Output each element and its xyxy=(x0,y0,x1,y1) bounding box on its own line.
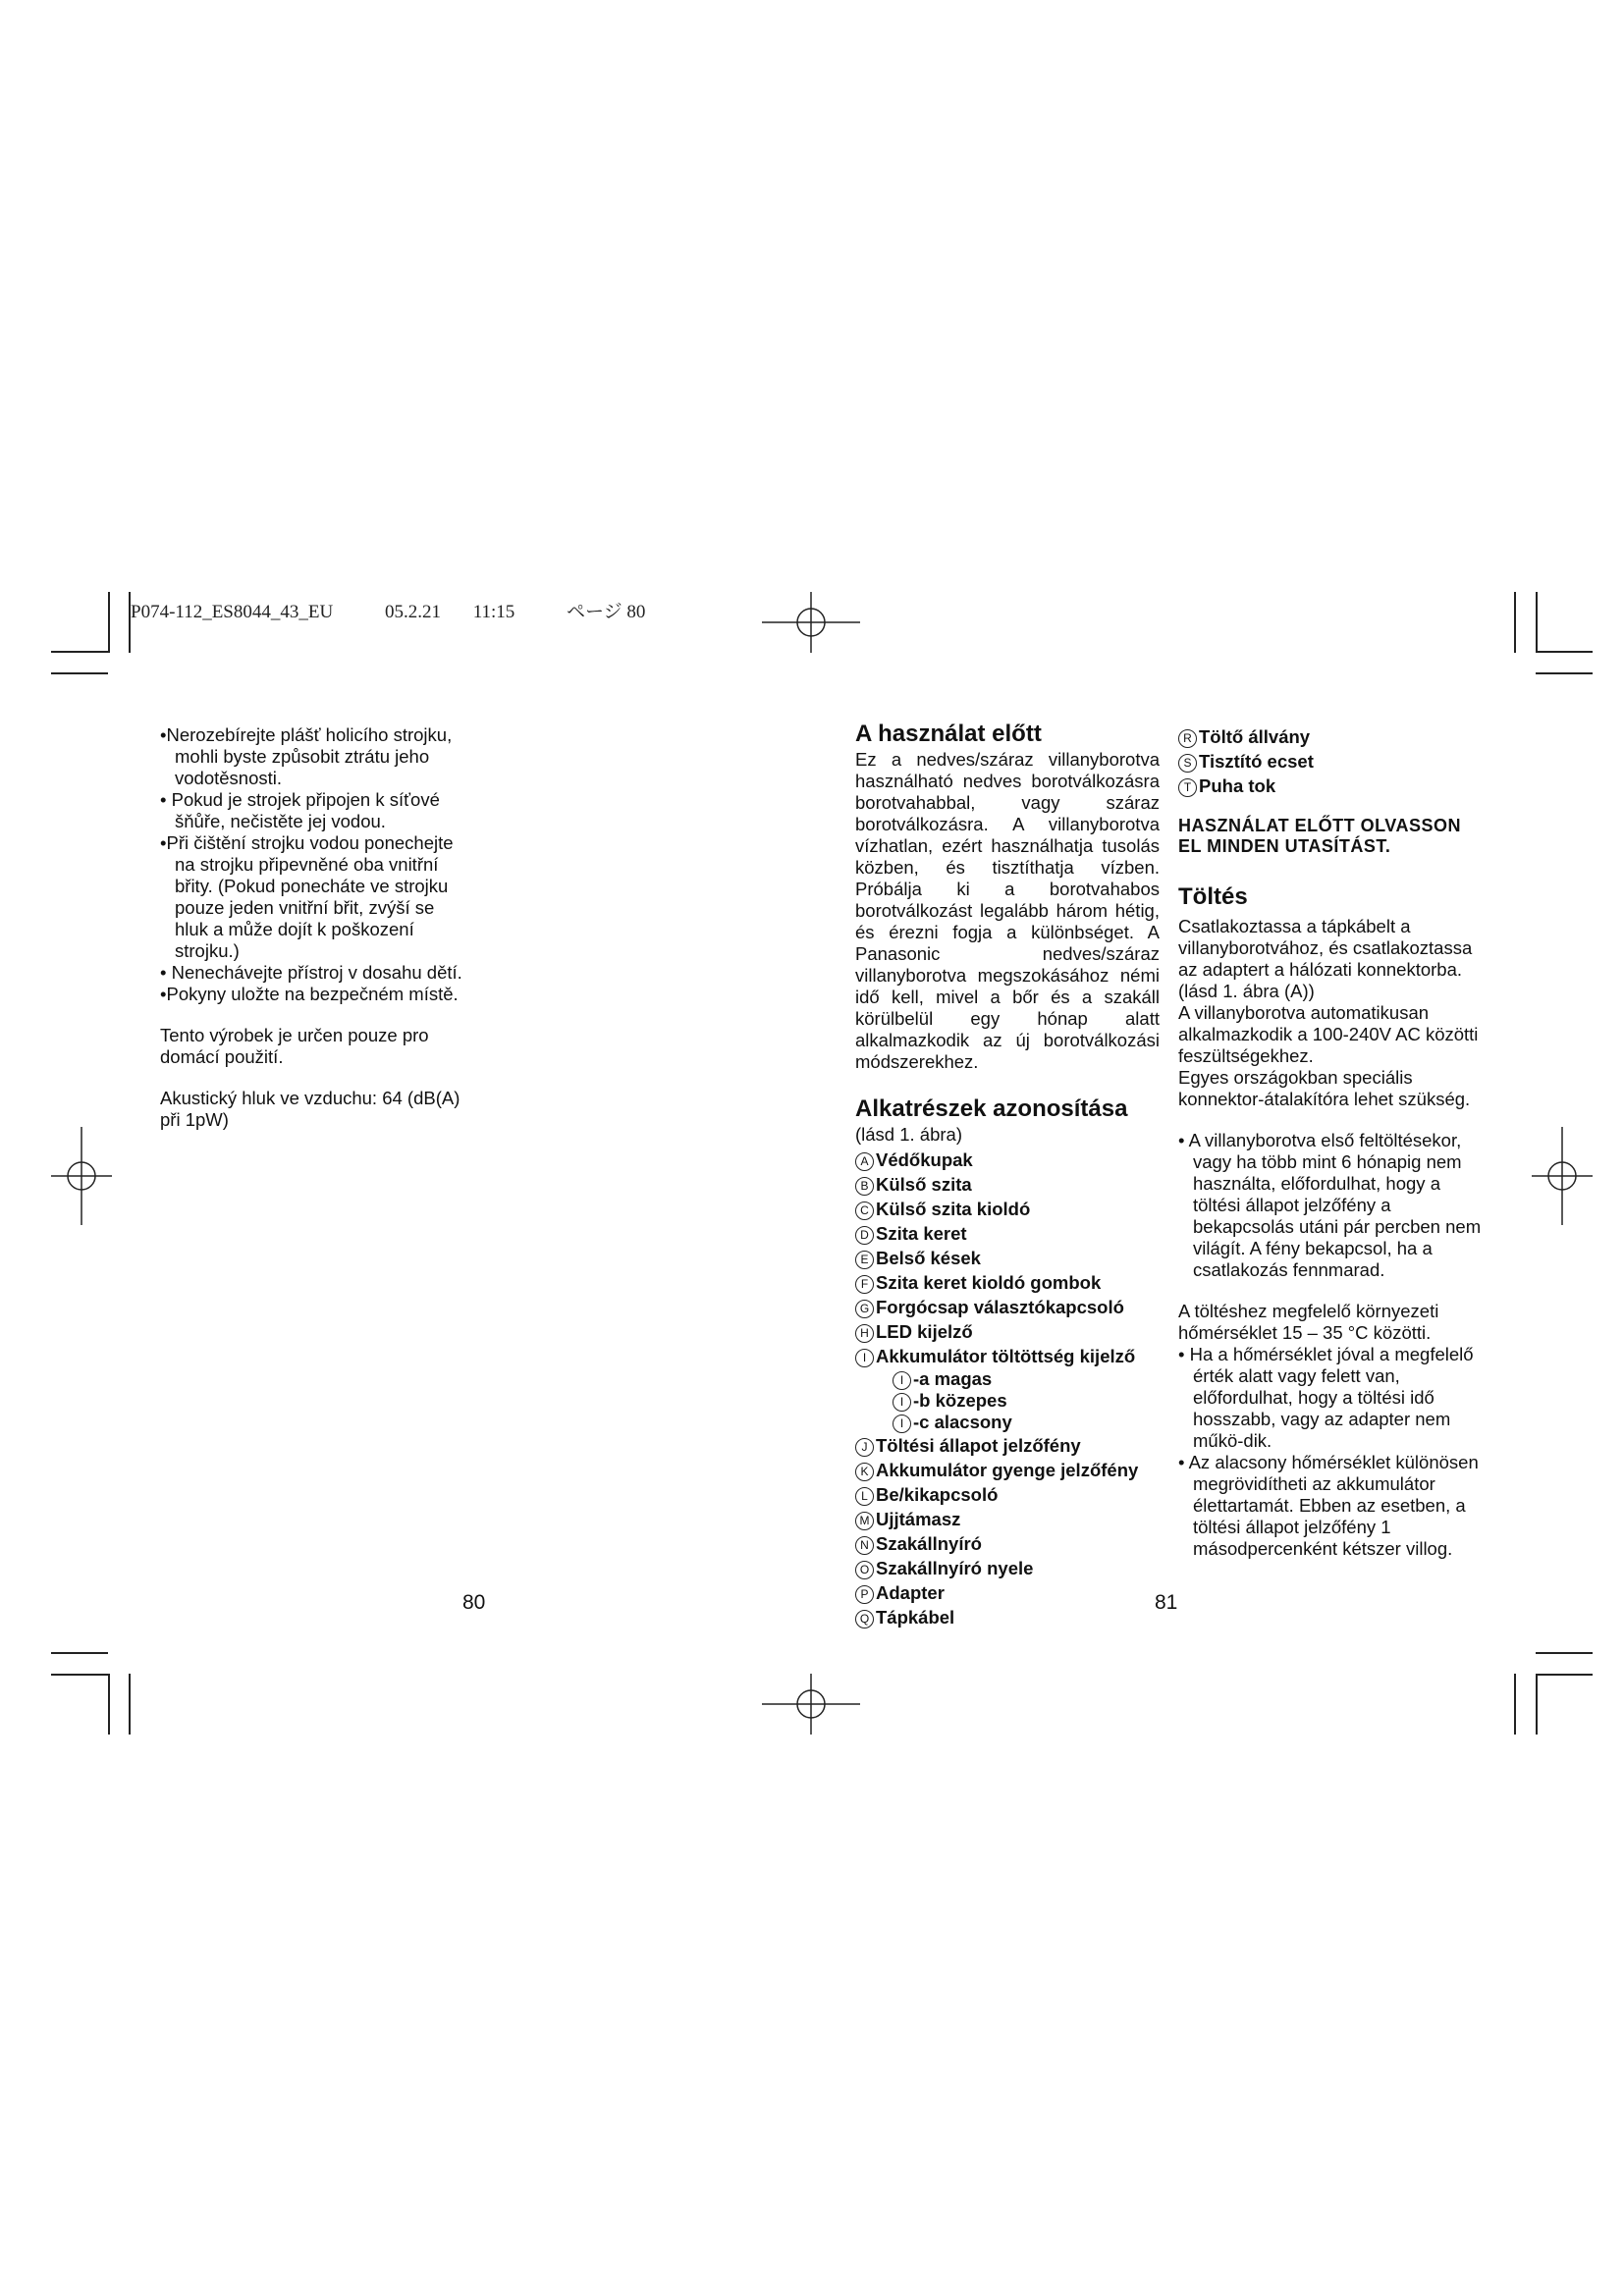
part-label: Forgócsap választókapcsoló xyxy=(876,1297,1124,1317)
part-item xyxy=(855,1172,1160,1197)
part-key-badge: J xyxy=(855,1438,874,1457)
registration-mark-left xyxy=(51,1127,112,1225)
crop-mark-bottom-left-h xyxy=(51,1652,108,1654)
parts-list xyxy=(855,1148,1160,1629)
part-item xyxy=(855,1556,1160,1580)
part-item xyxy=(855,1458,1160,1482)
part-label: Szita keret xyxy=(876,1223,967,1244)
part-key-badge: F xyxy=(855,1275,874,1294)
part-key-badge: N xyxy=(855,1536,874,1555)
part-key-badge: H xyxy=(855,1324,874,1343)
sub-part-label: -b közepes xyxy=(913,1390,1007,1411)
left-bullet-4: • Nenechávejte přístroj v dosahu dětí. xyxy=(160,962,462,983)
part-key-badge: A xyxy=(855,1152,874,1171)
adapter-text: Egyes országokban speciális konnektor-átalakítóra lehet szükség. xyxy=(1178,1067,1471,1109)
part-item xyxy=(855,1580,1160,1605)
crop-mark-top-right-h2 xyxy=(1536,672,1593,674)
left-bullet-5: •Pokyny uložte na bezpečném místě. xyxy=(160,984,459,1004)
crop-mark-top-right-v2 xyxy=(1514,592,1516,653)
part-item xyxy=(1178,749,1483,774)
registration-mark-right xyxy=(1532,1127,1593,1225)
crop-mark-top-left-h xyxy=(51,651,108,653)
sub-part-item xyxy=(855,1412,1160,1433)
part-label: Akkumulátor gyenge jelzőfény xyxy=(876,1460,1139,1480)
page-number-left: 80 xyxy=(462,1591,486,1614)
crop-mark-top-left-h2 xyxy=(51,672,108,674)
part-item xyxy=(855,1148,1160,1172)
sub-part-item xyxy=(855,1368,1160,1390)
part-item xyxy=(855,1295,1160,1319)
part-label: Töltő állvány xyxy=(1199,726,1311,747)
left-bullet-2: • Pokud je strojek připojen k síťové šňůře, nečistěte jej vodou. xyxy=(160,789,440,831)
part-key-badge: G xyxy=(855,1300,874,1318)
part-label: Akkumulátor töltöttség kijelző xyxy=(876,1346,1136,1366)
temperature-bullet-1: • Ha a hőmérséklet jóval a megfelelő érték alatt vagy felett van, előfordulhat, hogy a töltési idő hosszabb, vagy az adapter nem műkö-dik. xyxy=(1178,1344,1474,1451)
part-item xyxy=(855,1531,1160,1556)
first-charge-note: • A villanyborotva első feltöltésekor, vagy ha több mint 6 hónapig nem használta, előfordulhat, hogy a töltési állapot jelzőfény a bekapcsolás utáni pár percben nem világít. A fény bekapcsol, ha a csatlakozás fennmarad. xyxy=(1178,1130,1482,1280)
temperature-text: A töltéshez megfelelő környezeti hőmérséklet 15 – 35 °C közötti. xyxy=(1178,1301,1439,1343)
registration-mark-bottom xyxy=(762,1674,860,1735)
sub-part-label: -a magas xyxy=(913,1368,993,1389)
left-bullet-1: •Nerozebírejte plášť holicího strojku, mohli byste způsobit ztrátu jeho vodotěsnosti. xyxy=(160,724,453,788)
header-page-ref: ページ 80 xyxy=(567,602,646,622)
crop-mark-bottom-left-v xyxy=(108,1674,110,1735)
part-item xyxy=(855,1433,1160,1458)
part-key-badge: E xyxy=(855,1251,874,1269)
header-time: 11:15 xyxy=(472,602,515,622)
part-label: Külső szita xyxy=(876,1174,972,1195)
part-label: Szakállnyíró xyxy=(876,1533,982,1554)
part-label: Tápkábel xyxy=(876,1607,955,1628)
parts-figure-ref: (lásd 1. ábra) xyxy=(855,1124,962,1145)
crop-mark-bottom-right-h2 xyxy=(1536,1674,1593,1676)
part-item xyxy=(855,1197,1160,1221)
left-column xyxy=(160,724,464,1131)
part-key-badge: D xyxy=(855,1226,874,1245)
charging-text: Csatlakoztassa a tápkábelt a villanyborotvához, és csatlakoztassa az adaptert a hálózati konnektorba. (lásd 1. ábra (A)) xyxy=(1178,916,1473,1001)
registration-mark-top xyxy=(762,592,860,653)
part-key-badge: T xyxy=(1178,778,1197,797)
part-label: Ujjtámasz xyxy=(876,1509,961,1529)
part-item xyxy=(855,1507,1160,1531)
part-key-badge: O xyxy=(855,1561,874,1579)
section-title-charging: Töltés xyxy=(1178,883,1248,910)
crop-mark-bottom-left-v2 xyxy=(129,1674,131,1735)
part-key-badge: L xyxy=(855,1487,874,1506)
part-key-badge: S xyxy=(1178,754,1197,773)
part-label: Szita keret kioldó gombok xyxy=(876,1272,1102,1293)
right-column xyxy=(1178,724,1483,1560)
left-bullet-3: •Při čištění strojku vodou ponechejte na strojku připevněné oba vnitřní břity. (Pokud ponecháte ve strojku pouze jeden vnitřní břit, zvýší se hluk a může dojít k poškození strojku.) xyxy=(160,832,454,961)
part-item xyxy=(855,1246,1160,1270)
before-use-text: Ez a nedves/száraz villanyborotva használható nedves borotválkozásra borotvahabbal, vagy száraz borotválkozásra. A villanyborotva vízhatlan, ezért használhatja tusolás közben, és tisztíthatja vízben. Próbálja ki a borotvahabos borotválkozást legalább három hétig, és érezni fogja a különbséget. A Panasonic nedves/száraz villanyborotva megszokásához némi idő kell, mivel a bőr és a szakáll körülbelül egy hónap alatt alkalmazkodik az új borotválkozási módszerekhez. xyxy=(855,749,1160,1072)
header-date: 05.2.21 xyxy=(384,602,441,622)
temperature-bullet-2: • Az alacsony hőmérséklet különösen megrövidítheti az akkumulátor élettartamát. Ebben az esetben, a töltési állapot jelzőfény 1 másodpercenként kétszer villog. xyxy=(1178,1452,1479,1559)
part-item xyxy=(855,1344,1160,1368)
voltage-text: A villanyborotva automatikusan alkalmazkodik a 100-240V AC közötti feszültségekhez. xyxy=(1178,1002,1479,1066)
part-item xyxy=(1178,774,1483,798)
section-title-parts: Alkatrészek azonosítása xyxy=(855,1095,1128,1122)
crop-mark-bottom-right-v xyxy=(1536,1674,1538,1735)
part-label: Be/kikapcsoló xyxy=(876,1484,999,1505)
part-key-badge: P xyxy=(855,1585,874,1604)
sub-part-label: -c alacsony xyxy=(913,1412,1012,1432)
crop-mark-top-left-v xyxy=(108,592,110,653)
part-label: LED kijelző xyxy=(876,1321,973,1342)
crop-mark-bottom-right-v2 xyxy=(1514,1674,1516,1735)
part-label: Adapter xyxy=(876,1582,945,1603)
part-label: Töltési állapot jelzőfény xyxy=(876,1435,1081,1456)
part-label: Külső szita kioldó xyxy=(876,1199,1031,1219)
middle-column xyxy=(855,720,1160,1629)
part-key-badge: B xyxy=(855,1177,874,1196)
part-key-badge: K xyxy=(855,1463,874,1481)
part-item xyxy=(855,1605,1160,1629)
part-key-badge: C xyxy=(855,1201,874,1220)
part-label: Belső kések xyxy=(876,1248,981,1268)
read-instructions-warning: HASZNÁLAT ELŐTT OLVASSON EL MINDEN UTASÍTÁST. xyxy=(1178,816,1461,856)
part-label: Szakállnyíró nyele xyxy=(876,1558,1034,1578)
part-item xyxy=(855,1270,1160,1295)
part-key-badge: I xyxy=(893,1371,911,1390)
part-key-badge: M xyxy=(855,1512,874,1530)
part-item xyxy=(855,1221,1160,1246)
section-title-before-use: A használat előtt xyxy=(855,721,1042,747)
part-item xyxy=(855,1319,1160,1344)
print-header xyxy=(131,597,645,623)
crop-mark-top-right-v xyxy=(1536,592,1538,653)
part-key-badge: Q xyxy=(855,1610,874,1629)
part-key-badge: I xyxy=(893,1393,911,1412)
crop-mark-bottom-left-h2 xyxy=(51,1674,108,1676)
domestic-use-note: Tento výrobek je určen pouze pro domácí použití. xyxy=(160,1025,429,1067)
part-key-badge: I xyxy=(855,1349,874,1367)
part-item xyxy=(855,1482,1160,1507)
header-file-name: P074-112_ES8044_43_EU xyxy=(131,602,334,622)
crop-mark-top-right-h xyxy=(1536,651,1593,653)
part-label: Tisztító ecset xyxy=(1199,751,1314,772)
sub-part-item xyxy=(855,1390,1160,1412)
crop-mark-bottom-right-h xyxy=(1536,1652,1593,1654)
part-label: Védőkupak xyxy=(876,1149,973,1170)
part-key-badge: R xyxy=(1178,729,1197,748)
part-item xyxy=(1178,724,1483,749)
part-label: Puha tok xyxy=(1199,775,1276,796)
noise-level-note: Akustický hluk ve vzduchu: 64 (dB(A) při 1pW) xyxy=(160,1088,460,1130)
page-number-right: 81 xyxy=(1155,1591,1178,1614)
part-key-badge: I xyxy=(893,1415,911,1433)
